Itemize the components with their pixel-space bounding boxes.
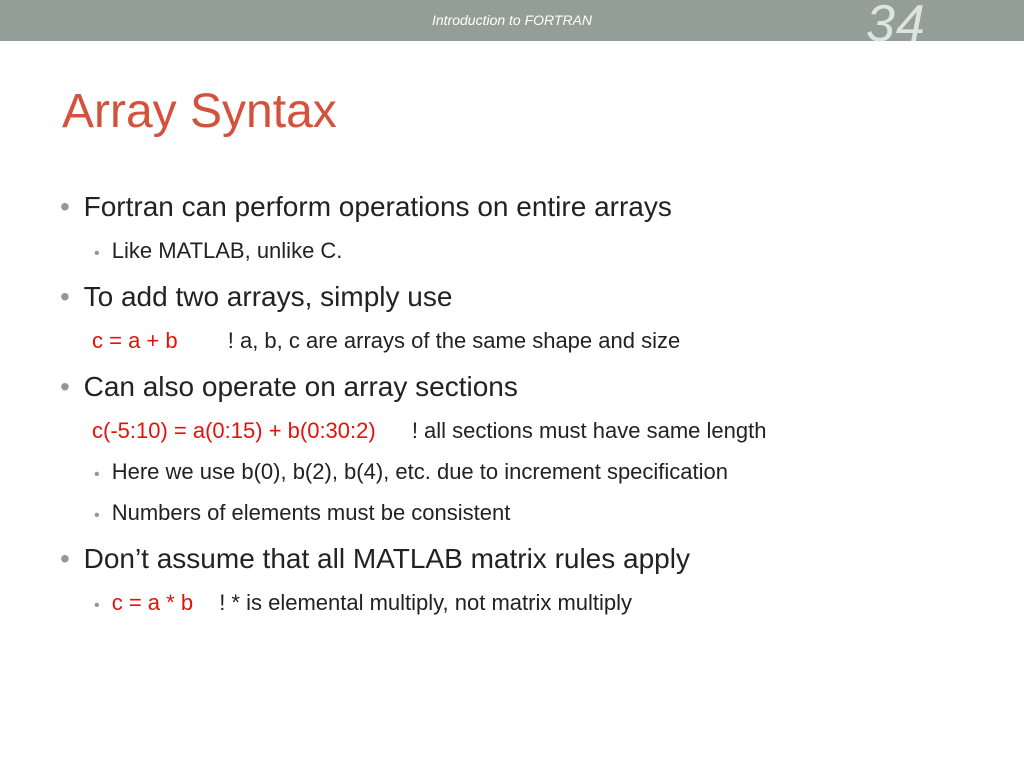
bullet-text: To add two arrays, simply use — [83, 281, 453, 312]
bullet-item — [60, 371, 518, 403]
bullet-icon: • — [94, 466, 100, 483]
slide-title: Array Syntax — [62, 85, 337, 138]
bullet-icon: • — [94, 597, 100, 614]
sub-bullet-item — [94, 459, 728, 485]
bullet-text: Like MATLAB, unlike C. — [111, 238, 343, 263]
bullet-icon: • — [60, 371, 70, 402]
bullet-icon: • — [60, 543, 70, 574]
code-comment: ! * is elemental multiply, not matrix multiply — [219, 590, 633, 615]
bullet-item — [60, 281, 452, 313]
bullet-item — [60, 543, 690, 575]
code-snippet: c = a + b — [92, 328, 178, 353]
sub-bullet-item — [94, 500, 510, 526]
bullet-text: Here we use b(0), b(2), b(4), etc. due to increment specification — [111, 459, 729, 484]
bullet-icon: • — [60, 191, 70, 222]
bullet-item — [60, 191, 672, 223]
bullet-icon: • — [60, 281, 70, 312]
bullet-text: Fortran can perform operations on entire arrays — [83, 191, 672, 222]
code-snippet: c(-5:10) = a(0:15) + b(0:30:2) — [92, 418, 376, 443]
code-snippet: c = a * b — [111, 590, 194, 615]
code-comment: ! a, b, c are arrays of the same shape and size — [227, 328, 681, 353]
bullet-icon: • — [94, 245, 100, 262]
bullet-text: Numbers of elements must be consistent — [111, 500, 511, 525]
sub-bullet-item — [94, 590, 632, 616]
code-line — [92, 328, 680, 354]
presentation-title: Introduction to FORTRAN — [431, 12, 593, 28]
code-comment: ! all sections must have same length — [411, 418, 767, 443]
slide-number: 34 — [866, 0, 926, 53]
bullet-text: Can also operate on array sections — [83, 371, 518, 402]
code-line — [92, 418, 766, 444]
bullet-icon: • — [94, 507, 100, 524]
sub-bullet-item — [94, 238, 342, 264]
bullet-text: Don’t assume that all MATLAB matrix rules apply — [83, 543, 690, 574]
